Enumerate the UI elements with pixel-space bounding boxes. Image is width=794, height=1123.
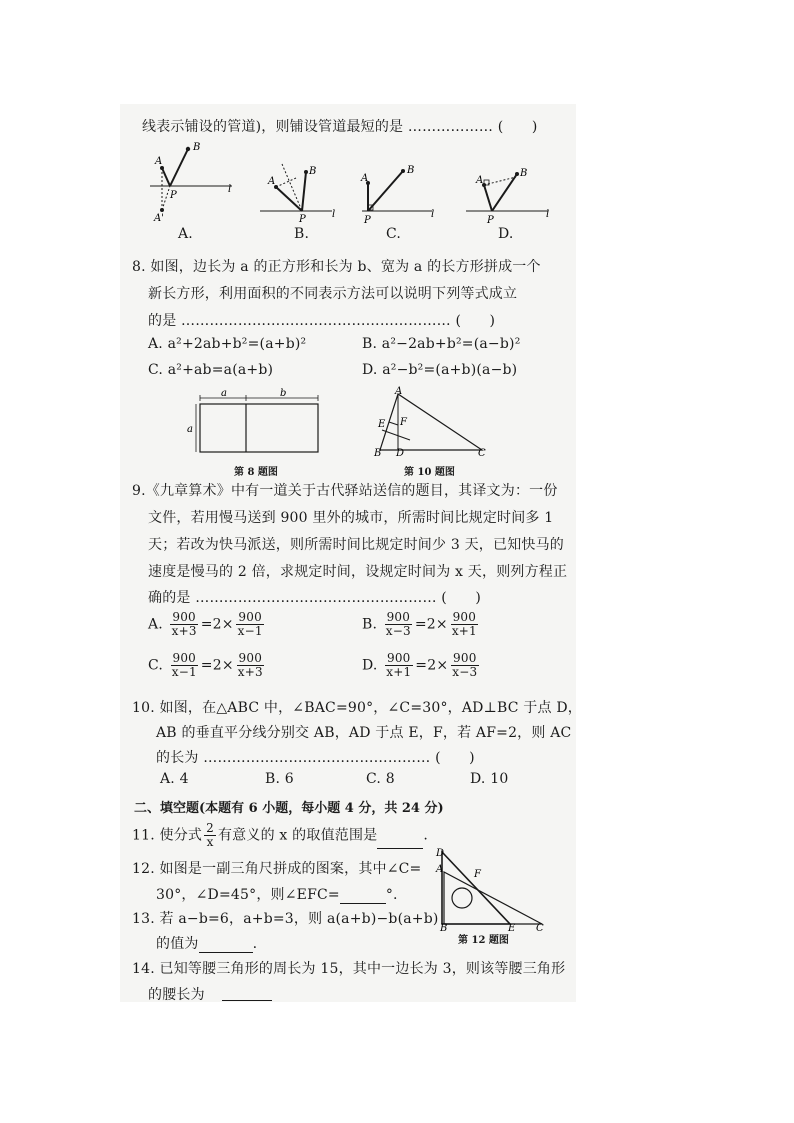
q8-stem-line1: 8. 如图，边长为 a 的正方形和长为 b、宽为 a 的长方形拼成一个 [132,259,541,275]
q10-option-a: A. 4 [160,771,189,787]
fraction: $\frac{900}{x+1}$ [386,651,412,679]
svg-text:A: A [268,176,276,187]
q11-stem: 11. 使分式 $\frac{2}{x}$ 有意义的 x 的取值范围是 . [132,821,429,849]
svg-text:P: P [364,215,371,226]
q9-stem-line1: 9.《九章算术》中有一道关于古代驿站送信的题目，其译文为：一份 [132,483,558,499]
svg-text:B: B [374,448,382,459]
svg-text:F: F [474,869,481,880]
fraction: $\frac{2}{x}$ [206,821,214,849]
q12-figure-caption: 第 12 题图 [458,935,509,946]
svg-text:l: l [546,209,550,220]
q9-option-d: D. $\frac{900}{x+1}$ =2× $\frac{900}{x-3}$ [362,651,478,679]
svg-text:a: a [187,424,193,435]
answer-blank[interactable] [222,1000,272,1001]
svg-text:E: E [508,923,516,934]
q7-figure-b [256,160,346,225]
q14-stem-line1: 14. 已知等腰三角形的周长为 15，其中一边长为 3，则该等腰三角形 [132,961,566,977]
svg-text:B: B [309,166,317,177]
svg-text:A: A [476,175,484,186]
q9-stem-line5: 确的是 …………………………………………… ( ) [148,590,482,606]
q10-figure-caption: 第 10 题图 [404,467,455,478]
svg-text:B: B [193,142,201,153]
q10-stem-line3: 的长为 ………………………………………… ( ) [156,750,475,766]
q9-stem-line2: 文件，若用慢马送到 900 里外的城市，所需时间比规定时间多 1 [148,510,554,526]
answer-blank[interactable] [340,903,386,904]
svg-text:A: A [395,386,403,397]
q8-stem-line3: 的是 ………………………………………………… ( ) [148,313,496,329]
q10-stem-line1: 10. 如图，在△ABC 中，∠BAC=90°，∠C=30°，AD⊥BC 于点 D， [132,700,582,716]
svg-text:l: l [332,209,336,220]
svg-text:A: A [436,864,444,875]
svg-text:B: B [440,923,448,934]
answer-blank[interactable] [199,952,253,953]
q8-option-c: C. a²+ab=a(a+b) [148,362,274,378]
svg-text:E: E [378,419,386,430]
q8-figure [186,390,326,460]
q7-figure-a [140,140,240,225]
fraction: $\frac{900}{x-1}$ [237,610,263,638]
q13-stem-line1: 13. 若 a−b=6，a+b=3，则 a(a+b)−b(a+b) [132,911,439,927]
svg-text:A': A' [154,213,164,224]
section-heading: 二、填空题(本题有 6 小题，每小题 4 分，共 24 分) [134,801,444,816]
fraction: $\frac{900}{x+3}$ [171,610,197,638]
q8-figure-caption: 第 8 题图 [234,467,278,478]
svg-text:A: A [361,173,369,184]
svg-text:D: D [436,848,445,859]
q8-stem-line2: 新长方形，利用面积的不同表示方法可以说明下列等式成立 [148,286,518,302]
q8-option-a: A. a²+2ab+b²=(a+b)² [148,336,307,352]
q8-option-b: B. a²−2ab+b²=(a−b)² [362,336,521,352]
svg-text:A: A [155,156,163,167]
q7-option-d: D. [498,226,514,242]
q10-option-c: C. 8 [366,771,395,787]
q7-option-b: B. [294,226,310,242]
svg-text:P: P [299,214,306,225]
q10-stem-line2: AB 的垂直平分线分别交 AB，AD 于点 E，F，若 AF=2，则 AC [156,725,572,741]
q10-option-d: D. 10 [470,771,509,787]
q8-option-d: D. a²−b²=(a+b)(a−b) [362,362,518,378]
q9-stem-line3: 天；若改为快马派送，则所需时间比规定时间少 3 天，已知快马的 [148,537,565,553]
q10-option-b: B. 6 [265,771,294,787]
svg-text:b: b [280,388,287,399]
fraction: $\frac{900}{x+1}$ [451,610,477,638]
q12-stem-line2: 30°，∠D=45°，则∠EFC= °. [156,887,398,903]
q12-figure [432,846,550,934]
q13-stem-line2: 的值为 . [156,936,258,952]
svg-text:B: B [520,168,528,179]
fraction: $\frac{900}{x-3}$ [452,651,478,679]
q7-figure-d [462,162,558,227]
svg-text:C: C [536,923,544,934]
svg-text:F: F [400,417,407,428]
svg-text:a: a [221,388,227,399]
q7-text: 线表示铺设的管道)，则铺设管道最短的是 ……………… ( ) [142,119,538,135]
svg-text:C: C [478,448,486,459]
svg-text:P: P [170,190,177,201]
svg-text:B: B [407,165,415,176]
q12-stem-line1: 12. 如图是一副三角尺拼成的图案，其中∠C= [132,861,422,877]
q7-option-c: C. [386,226,402,242]
q9-option-c: C. $\frac{900}{x-1}$ =2× $\frac{900}{x+3}$ [148,651,263,679]
fraction: $\frac{900}{x-3}$ [385,610,411,638]
q7-figure-c [356,162,446,226]
q10-figure [368,388,498,458]
q9-option-b: B. $\frac{900}{x-3}$ =2× $\frac{900}{x+1}$ [362,610,477,638]
q9-stem-line4: 速度是慢马的 2 倍，求规定时间，设规定时间为 x 天，则列方程正 [148,564,568,580]
answer-blank[interactable] [377,848,423,849]
svg-text:D: D [396,448,405,459]
fraction: $\frac{900}{x+3}$ [237,651,263,679]
svg-text:l: l [228,184,232,195]
fraction: $\frac{900}{x-1}$ [171,651,197,679]
q7-option-a: A. [178,226,193,242]
svg-text:l: l [431,209,435,220]
q14-stem-line2: 的腰长为 [148,987,205,1003]
svg-text:P: P [487,215,494,226]
q9-option-a: A. $\frac{900}{x+3}$ =2× $\frac{900}{x-1}$ [148,610,263,638]
